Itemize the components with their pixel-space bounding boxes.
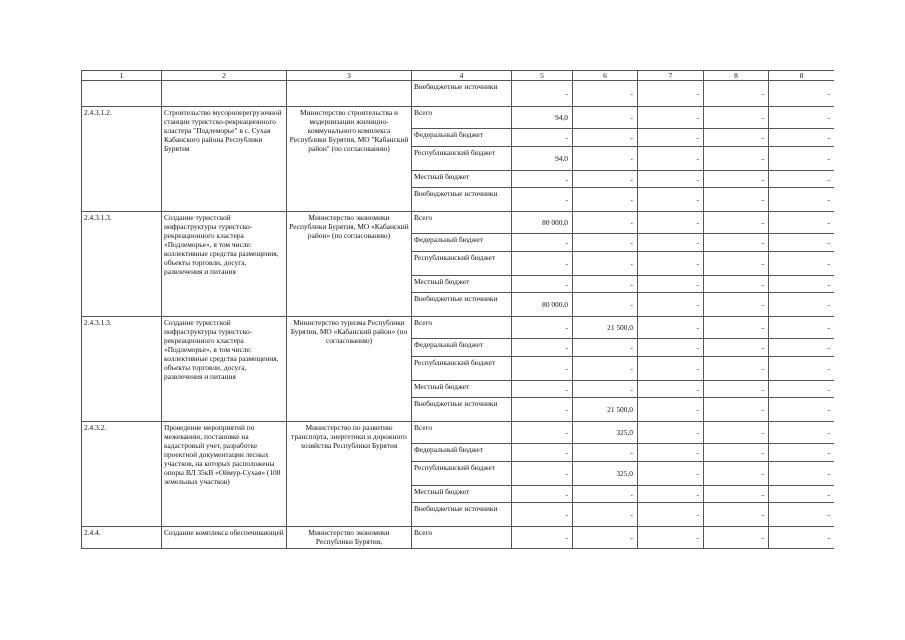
item-code: 2.4.3.1.3. [82, 317, 162, 422]
item-code: 2.4.4. [82, 527, 162, 549]
value-cell: - [704, 444, 769, 462]
empty-cell [287, 81, 412, 107]
value-cell: - [769, 486, 835, 503]
item-name: Проведение мероприятий по межеванию, постановке на кадастровый учет, разработке проектной документации лесных участков, на которых расположены опоры ВЛ 35кВ «Оймур-Сухая» (108 земельных участков) [162, 422, 287, 527]
value-cell: - [638, 293, 704, 317]
item-name: Создание комплекса обеспечивающей [162, 527, 287, 549]
value-cell: - [769, 444, 835, 462]
value-cell: - [769, 381, 835, 398]
value-cell: - [573, 234, 638, 252]
funding-source: Федеральный бюджет [412, 234, 512, 252]
value-cell: - [573, 129, 638, 147]
value-cell: - [573, 444, 638, 462]
value-cell: - [573, 252, 638, 276]
value-cell: 325,0 [573, 462, 638, 486]
value-cell: - [512, 503, 573, 527]
value-cell: - [638, 422, 704, 444]
value-cell: - [638, 234, 704, 252]
funding-source: Федеральный бюджет [412, 129, 512, 147]
value-cell: - [573, 293, 638, 317]
funding-source: Местный бюджет [412, 486, 512, 503]
value-cell: - [573, 339, 638, 357]
funding-source: Внебюджетные источники [412, 188, 512, 212]
funding-source: Местный бюджет [412, 381, 512, 398]
value-cell: - [512, 357, 573, 381]
value-cell: - [638, 462, 704, 486]
funding-source: Всего [412, 317, 512, 339]
table-row [82, 212, 835, 234]
value-cell: - [769, 357, 835, 381]
value-cell: - [512, 252, 573, 276]
item-executor: Министерство строительства и модернизации жилищно-коммунального комплекса Республики Бурятия, МО "Кабанский район" (по согласованию) [287, 107, 412, 212]
value-cell: 325,0 [573, 422, 638, 444]
value-cell: - [512, 339, 573, 357]
value-cell: - [704, 381, 769, 398]
column-number-7: 7 [638, 71, 704, 81]
value-cell: - [638, 171, 704, 188]
value-cell: - [769, 212, 835, 234]
funding-source: Всего [412, 527, 512, 549]
budget-table [81, 70, 834, 549]
value-cell: - [573, 486, 638, 503]
value-cell: 21 500,0 [573, 398, 638, 422]
value-cell: - [512, 317, 573, 339]
value-cell: - [704, 276, 769, 293]
value-cell: - [638, 147, 704, 171]
funding-source: Республиканский бюджет [412, 147, 512, 171]
item-name: Создание туристской инфраструктуры туристско-рекреационного кластера «Подлеморье», в том числе: коллективные средства размещения, объекты торговли, досуга, развлечения и питания [162, 317, 287, 422]
value-cell: - [573, 147, 638, 171]
value-cell: - [704, 293, 769, 317]
value-cell: - [704, 234, 769, 252]
value-cell: - [704, 252, 769, 276]
value-cell: - [769, 81, 835, 107]
value-cell: 94,0 [512, 147, 573, 171]
column-number-8: 8 [704, 71, 769, 81]
value-cell: - [769, 188, 835, 212]
value-cell: - [638, 486, 704, 503]
value-cell: - [704, 147, 769, 171]
value-cell: 21 500,0 [573, 317, 638, 339]
value-cell: - [512, 188, 573, 212]
table-row [82, 422, 835, 444]
value-cell: - [704, 107, 769, 129]
funding-source: Всего [412, 422, 512, 444]
column-number-5: 5 [512, 71, 573, 81]
value-cell: - [704, 171, 769, 188]
funding-source: Местный бюджет [412, 171, 512, 188]
funding-source: Республиканский бюджет [412, 357, 512, 381]
value-cell: - [512, 81, 573, 107]
value-cell: - [704, 129, 769, 147]
value-cell: - [512, 444, 573, 462]
value-cell: - [638, 276, 704, 293]
value-cell: - [769, 462, 835, 486]
funding-source: Республиканский бюджет [412, 252, 512, 276]
value-cell: - [573, 188, 638, 212]
column-number-row [82, 71, 835, 81]
value-cell: - [769, 317, 835, 339]
value-cell: - [573, 212, 638, 234]
value-cell: - [769, 107, 835, 129]
value-cell: - [512, 462, 573, 486]
value-cell: - [769, 129, 835, 147]
value-cell: - [769, 422, 835, 444]
value-cell: - [769, 147, 835, 171]
item-executor: Министерство по развитию транспорта, энергетики и дорожного хозяйства Республики Бурятия [287, 422, 412, 527]
value-cell: - [512, 422, 573, 444]
value-cell: - [638, 317, 704, 339]
item-code: 2.4.3.1.3. [82, 212, 162, 317]
value-cell: - [704, 398, 769, 422]
value-cell: 80 000,0 [512, 212, 573, 234]
item-code: 2.4.3.1.2. [82, 107, 162, 212]
value-cell: - [512, 527, 573, 549]
column-number-2: 2 [162, 71, 287, 81]
value-cell: - [512, 398, 573, 422]
funding-source: Внебюджетные источники [412, 81, 512, 107]
value-cell: - [573, 276, 638, 293]
item-executor: Министерство экономики Республики Бурятия, МО «Кабанский район» (по согласованию) [287, 212, 412, 317]
funding-source: Местный бюджет [412, 276, 512, 293]
value-cell: - [638, 527, 704, 549]
value-cell: - [638, 107, 704, 129]
value-cell: - [704, 357, 769, 381]
value-cell: - [512, 234, 573, 252]
funding-source: Внебюджетные источники [412, 293, 512, 317]
value-cell: 80 000,0 [512, 293, 573, 317]
value-cell: - [638, 503, 704, 527]
item-name: Создание туристской инфраструктуры туристско-рекреационного кластера «Подлеморье», в том числе: коллективные средства размещения, объекты торговли, досуга, развлечения и питания [162, 212, 287, 317]
value-cell: - [769, 339, 835, 357]
funding-source: Внебюджетные источники [412, 398, 512, 422]
value-cell: - [769, 503, 835, 527]
value-cell: - [769, 234, 835, 252]
value-cell: - [704, 527, 769, 549]
item-executor: Министерство экономики Республики Бурятия, [287, 527, 412, 549]
item-code: 2.4.3.2. [82, 422, 162, 527]
value-cell: - [704, 212, 769, 234]
funding-source: Всего [412, 212, 512, 234]
column-number-9: 8 [769, 71, 835, 81]
empty-cell [162, 81, 287, 107]
value-cell: - [638, 81, 704, 107]
empty-cell [82, 81, 162, 107]
value-cell: 94,0 [512, 107, 573, 129]
value-cell: - [638, 212, 704, 234]
column-number-4: 4 [412, 71, 512, 81]
column-number-6: 6 [573, 71, 638, 81]
value-cell: - [638, 339, 704, 357]
funding-source: Всего [412, 107, 512, 129]
value-cell: - [704, 188, 769, 212]
value-cell: - [704, 339, 769, 357]
item-executor: Министерство туризма Республики Бурятия, МО «Кабанский район» (по согласованию) [287, 317, 412, 422]
value-cell: - [573, 81, 638, 107]
value-cell: - [704, 317, 769, 339]
value-cell: - [769, 252, 835, 276]
value-cell: - [769, 398, 835, 422]
value-cell: - [573, 527, 638, 549]
value-cell: - [638, 398, 704, 422]
funding-source: Федеральный бюджет [412, 444, 512, 462]
value-cell: - [704, 81, 769, 107]
funding-source: Внебюджетные источники [412, 503, 512, 527]
value-cell: - [769, 276, 835, 293]
funding-source: Федеральный бюджет [412, 339, 512, 357]
table-row [82, 81, 835, 107]
value-cell: - [638, 188, 704, 212]
value-cell: - [704, 503, 769, 527]
value-cell: - [704, 486, 769, 503]
column-number-1: 1 [82, 71, 162, 81]
value-cell: - [638, 129, 704, 147]
column-number-3: 3 [287, 71, 412, 81]
table-row [82, 107, 835, 129]
value-cell: - [573, 503, 638, 527]
value-cell: - [769, 171, 835, 188]
value-cell: - [512, 486, 573, 503]
value-cell: - [573, 107, 638, 129]
value-cell: - [512, 276, 573, 293]
value-cell: - [512, 129, 573, 147]
table-row [82, 317, 835, 339]
document-sheet [81, 70, 834, 565]
value-cell: - [573, 357, 638, 381]
funding-source: Республиканский бюджет [412, 462, 512, 486]
value-cell: - [769, 293, 835, 317]
value-cell: - [638, 444, 704, 462]
value-cell: - [512, 171, 573, 188]
value-cell: - [573, 381, 638, 398]
value-cell: - [638, 381, 704, 398]
value-cell: - [638, 252, 704, 276]
value-cell: - [704, 462, 769, 486]
value-cell: - [638, 357, 704, 381]
value-cell: - [704, 422, 769, 444]
value-cell: - [573, 171, 638, 188]
item-name: Строительство мусороперегрузочной станции туристско-рекреационного кластера "Подлеморье" в с. Сухая Кабанского района Республики Бурятия [162, 107, 287, 212]
table-row [82, 527, 835, 549]
value-cell: - [512, 381, 573, 398]
value-cell: - [769, 527, 835, 549]
